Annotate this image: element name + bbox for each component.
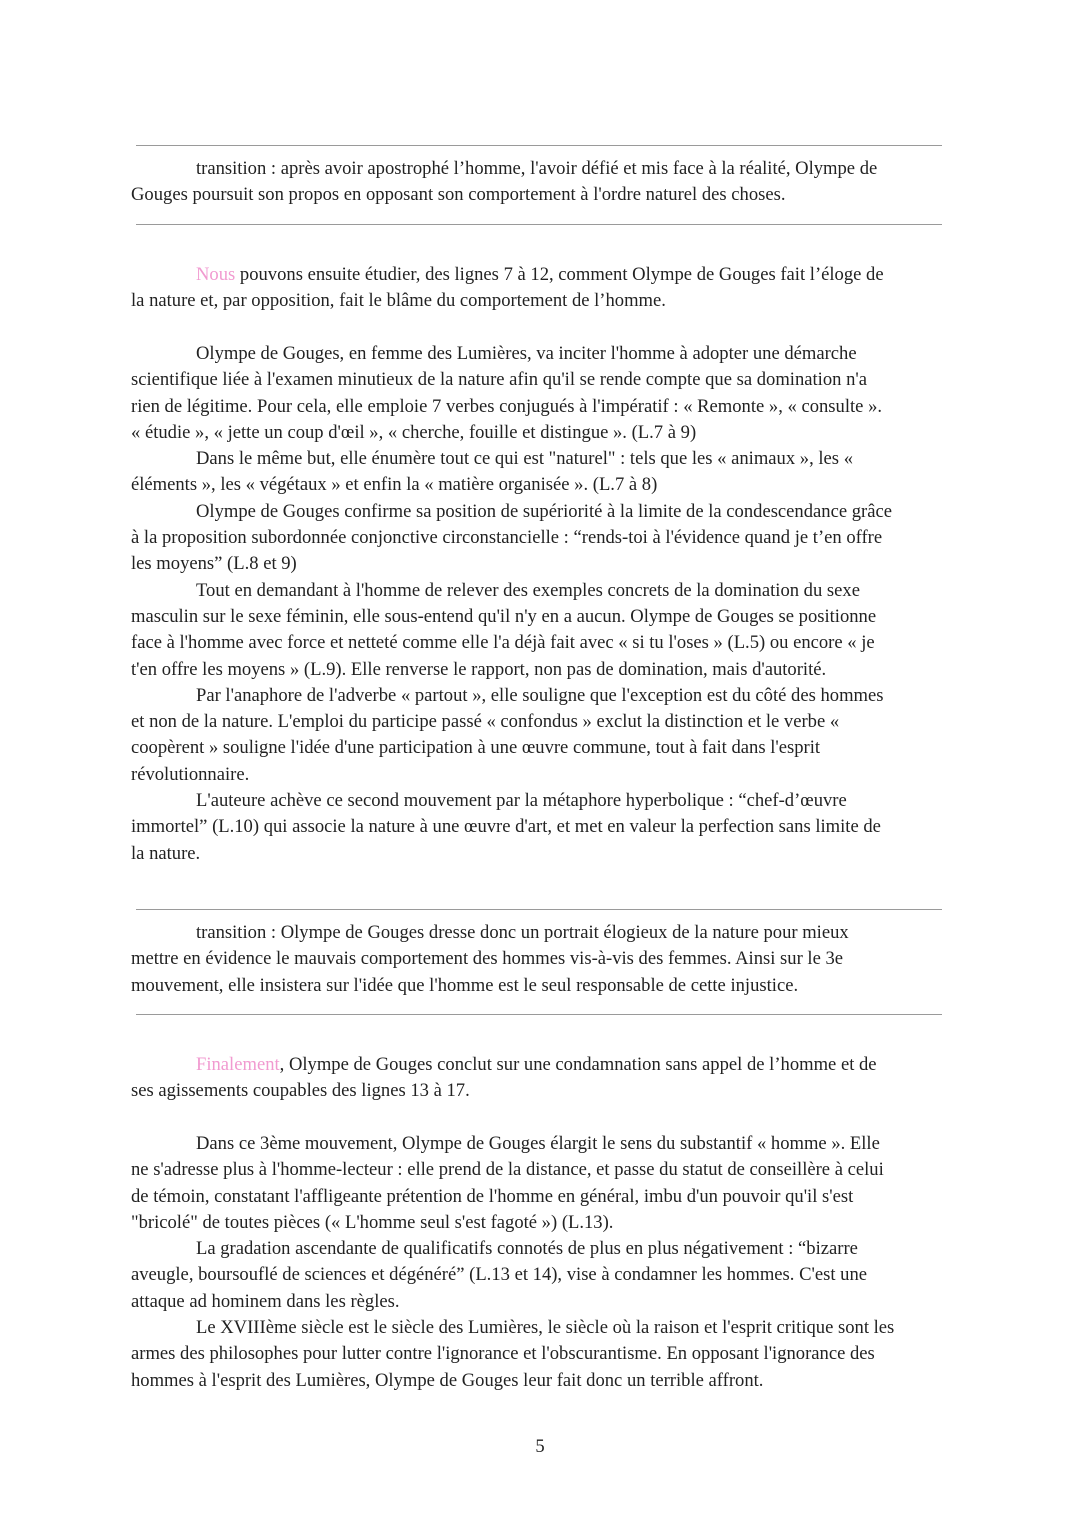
highlighted-word: Nous: [196, 264, 236, 285]
text-line: Dans ce 3ème mouvement, Olympe de Gouges élargit le sens du substantif « homme ». Elle: [196, 1133, 880, 1154]
text-line: ses agissements coupables des lignes 13 à 17.: [131, 1080, 470, 1102]
highlighted-word: Finalement: [196, 1054, 280, 1075]
text-line: Dans le même but, elle énumère tout ce qui est "naturel" : tels que les « animaux », les «: [196, 448, 853, 470]
text-line: "bricolé" de toutes pièces (« L'homme seul s'est fagoté ») (L.13).: [131, 1211, 614, 1233]
text-segment: pouvons ensuite étudier, des lignes 7 à 12, comment Olympe de Gouges fait l’éloge de: [235, 264, 884, 285]
text-line: éléments », les « végétaux » et enfin la « matière organisée ». (L.7 à 8): [131, 474, 658, 496]
text-line: et non de la nature. L'emploi du participe passé « confondus » exclut la distinction et le verbe «: [131, 711, 840, 733]
text-line: à la proposition subordonnée conjonctive circonstancielle : “rends-toi à l'évidence quand je t’en offre: [131, 527, 883, 549]
text-line: hommes à l'esprit des Lumières, Olympe de Gouges leur fait donc un terrible affront.: [131, 1369, 764, 1391]
text-line: de témoin, constatant l'affligeante prétention de l'homme en général, imbu d'un pouvoir qu'il s'est: [131, 1185, 854, 1207]
text-line: [131, 1052, 946, 1078]
page-number: 5: [535, 1436, 545, 1457]
text-line: t'en offre les moyens » (L.9). Elle renverse le rapport, non pas de domination, mais d'autorité.: [131, 658, 827, 680]
text-line: Par l'anaphore de l'adverbe « partout », elle souligne que l'exception est du côté des hommes: [196, 684, 884, 706]
section-intro-paragraph: [131, 262, 946, 315]
text-line: transition : Olympe de Gouges dresse donc un portrait élogieux de la nature pour mieux: [196, 922, 849, 943]
text-line: la nature et, par opposition, fait le blâme du comportement de l’homme.: [131, 290, 666, 312]
text-line: ne s'adresse plus à l'homme-lecteur : elle prend de la distance, et passe du statut de conseillère à celui: [131, 1159, 884, 1181]
transition-paragraph: [131, 156, 946, 209]
text-line: aveugle, boursouflé de sciences et dégénéré” (L.13 et 14), vise à condamner les hommes. C'est une: [131, 1264, 867, 1286]
text-segment: , Olympe de Gouges conclut sur une condamnation sans appel de l’homme et de: [279, 1054, 877, 1075]
text-line: transition : après avoir apostrophé l’homme, l'avoir défié et mis face à la réalité, Olympe de: [196, 158, 878, 179]
text-line: La gradation ascendante de qualificatifs connotés de plus en plus négativement : “bizarre: [196, 1238, 858, 1260]
analysis-paragraphs: [131, 341, 946, 867]
text-line: mettre en évidence le mauvais comportement des hommes vis-à-vis des femmes. Ainsi sur le 3e: [131, 948, 844, 970]
divider-line: [136, 1014, 942, 1015]
text-line: Olympe de Gouges, en femme des Lumières, va inciter l'homme à adopter une démarche: [196, 343, 857, 364]
text-line: scientifique liée à l'examen minutieux de la nature afin qu'il se rende compte que sa domination n'a: [131, 369, 867, 391]
divider-line: [136, 909, 942, 910]
text-line: immortel” (L.10) qui associe la nature à une œuvre d'art, et met en valeur la perfection sans limite de: [131, 816, 881, 838]
text-line: masculin sur le sexe féminin, elle sous-entend qu'il n'y en a aucun. Olympe de Gouges se positionne: [131, 605, 877, 627]
text-line: coopèrent » souligne l'idée d'une participation à une œuvre commune, tout à fait dans l'esprit: [131, 737, 821, 759]
text-line: révolutionnaire.: [131, 763, 250, 785]
section-intro-paragraph: [131, 1052, 946, 1105]
analysis-paragraphs: [131, 1131, 946, 1394]
text-line: armes des philosophes pour lutter contre l'ignorance et l'obscurantisme. En opposant l'ignorance des: [131, 1343, 875, 1365]
text-line: « étudie », « jette un coup d'œil », « cherche, fouille et distingue ». (L.7 à 9): [131, 421, 697, 443]
text-line: mouvement, elle insistera sur l'idée que l'homme est le seul responsable de cette injustice.: [131, 974, 799, 996]
transition-paragraph: [131, 920, 946, 999]
text-line: [131, 262, 946, 288]
text-line: face à l'homme avec force et netteté comme elle l'a déjà fait avec « si tu l'oses » (L.5) ou encore « je: [131, 632, 875, 654]
divider-line: [136, 145, 942, 146]
text-line: Tout en demandant à l'homme de relever des exemples concrets de la domination du sexe: [196, 579, 860, 601]
text-line: rien de légitime. Pour cela, elle emploie 7 verbes conjugués à l'impératif : « Remonte », « consulte ».: [131, 395, 883, 417]
text-line: Gouges poursuit son propos en opposant son comportement à l'ordre naturel des choses.: [131, 184, 786, 206]
text-line: Le XVIIIème siècle est le siècle des Lumières, le siècle où la raison et l'esprit critique sont les: [196, 1317, 895, 1339]
text-line: Olympe de Gouges confirme sa position de supériorité à la limite de la condescendance grâce: [196, 500, 892, 522]
text-line: la nature.: [131, 842, 201, 864]
divider-line: [136, 224, 942, 225]
text-line: L'auteure achève ce second mouvement par la métaphore hyperbolique : “chef-d’œuvre: [196, 790, 847, 812]
text-line: attaque ad hominem dans les règles.: [131, 1290, 400, 1312]
text-line: les moyens” (L.8 et 9): [131, 553, 297, 575]
